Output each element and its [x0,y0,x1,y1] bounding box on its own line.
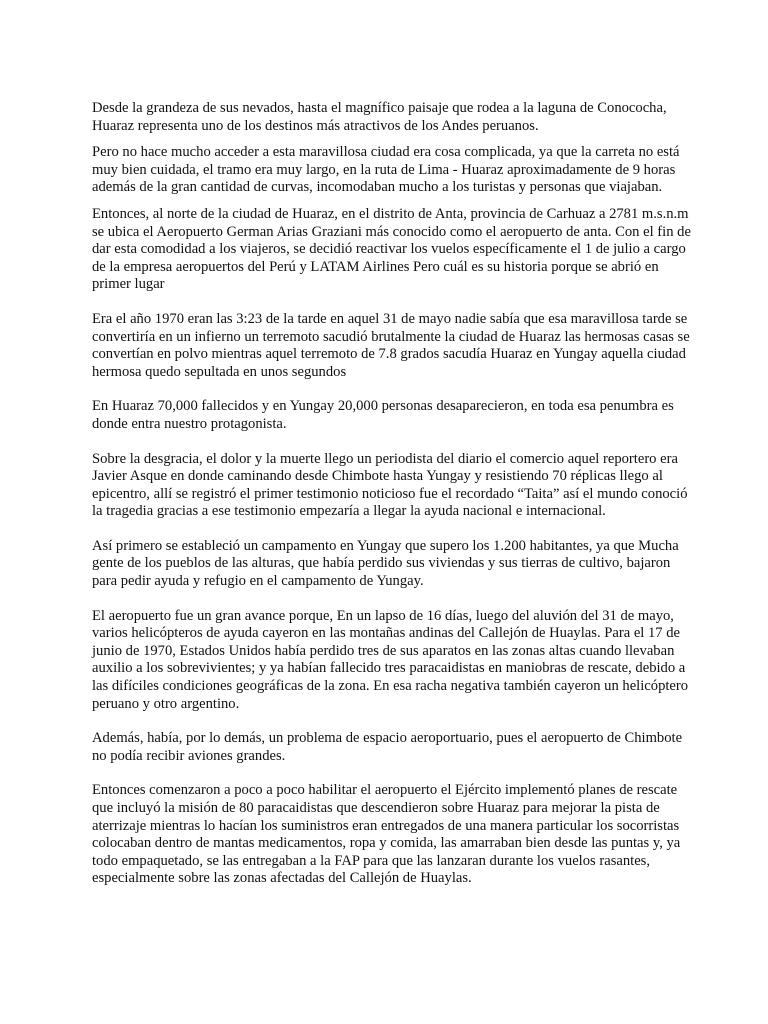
paragraph-6: Sobre la desgracia, el dolor y la muerte llego un periodista del diario el comercio aquel reportero era Javier Asque en donde caminando desde Chimbote hasta Yungay y resistiendo 70 réplicas llego al epicentro, allí se registró el primer testimonio noticioso fue el recordado “Taita” así el mundo conoció la tragedia gracias a ese testimonio empezaría a llegar la ayuda nacional e internacional. [92,450,688,520]
paragraph-2: Pero no hace mucho acceder a esta maravillosa ciudad era cosa complicada, ya que la carreta no está muy bien cuidada, el tramo era muy largo, en la ruta de Lima - Huaraz aproximadamente de 9 horas además de la gran cantidad de curvas, incomodaban mucho a los turistas y personas que viajaban. [92,144,680,196]
paragraph-3: Entonces, al norte de la ciudad de Huaraz, en el distrito de Anta, provincia de Carhuaz a 2781 m.s.n.m se ubica el Aeropuerto German Arias Graziani más conocido como el aeropuerto de anta. Con el fin de dar esta comodidad a los viajeros, se decidió reactivar los vuelos específicamente el 1 de julio a cargo de la empresa aeropuertos del Perú y LATAM Airlines Pero cuál es su historia porque se abrió en primer lugar [92,205,691,293]
paragraph-8: El aeropuerto fue un gran avance porque, En un lapso de 16 días, luego del aluvión del 31 de mayo, varios helicópteros de ayuda cayeron en las montañas andinas del Callejón de Huaylas. Para el 17 de junio de 1970, Estados Unidos había perdido tres de sus aparatos en las zonas altas cuando llevaban auxilio a los sobrevivientes; y ya habían fallecido tres paracaidistas en maniobras de rescate, debido a las difíciles condiciones geográficas de la zona. En esa racha negativa también cayeron un helicóptero peruano y otro argentino. [92,607,689,712]
paragraph-5: En Huaraz 70,000 fallecidos y en Yungay 20,000 personas desaparecieron, en toda esa penumbra es donde entra nuestro protagonista. [92,398,674,432]
paragraph-1: Desde la grandeza de sus nevados, hasta el magnífico paisaje que rodea a la laguna de Conococha, Huaraz representa uno de los destinos más atractivos de los Andes peruanos. [92,100,667,134]
paragraph-9: Además, había, por lo demás, un problema de espacio aeroportuario, pues el aeropuerto de Chimbote no podía recibir aviones grandes. [92,730,683,764]
paragraph-4: Era el año 1970 eran las 3:23 de la tarde en aquel 31 de mayo nadie sabía que esa maravillosa tarde se convertiría en un infierno un terremoto sacudió brutalmente la ciudad de Huaraz las hermosas casas se convertían en polvo mientras aquel terremoto de 7.8 grados sacudía Huaraz en Yungay aquella ciudad hermosa quedo sepultada en unos segundos [92,310,690,380]
paragraph-7: Así primero se estableció un campamento en Yungay que supero los 1.200 habitantes, ya que Mucha gente de los pueblos de las alturas, que había perdido sus viviendas y sus tierras de cultivo, bajaron para pedir ayuda y refugio en el campamento de Yungay. [92,537,679,590]
paragraph-10: Entonces comenzaron a poco a poco habilitar el aeropuerto el Ejército implementó planes de rescate que incluyó la misión de 80 paracaidistas que descendieron sobre Huaraz para mejorar la pista de aterrizaje mientras lo hacían los suministros eran entregados de una manera particular los socorristas colocaban dentro de mantas medicamentos, ropa y comida, las amarraban bien desde las puntas y, ya todo empaquetado, se las entregaban a la FAP para que las lanzaran durante los vuelos rasantes, especialmente sobre las zonas afectadas del Callejón de Huaylas. [92,782,681,887]
